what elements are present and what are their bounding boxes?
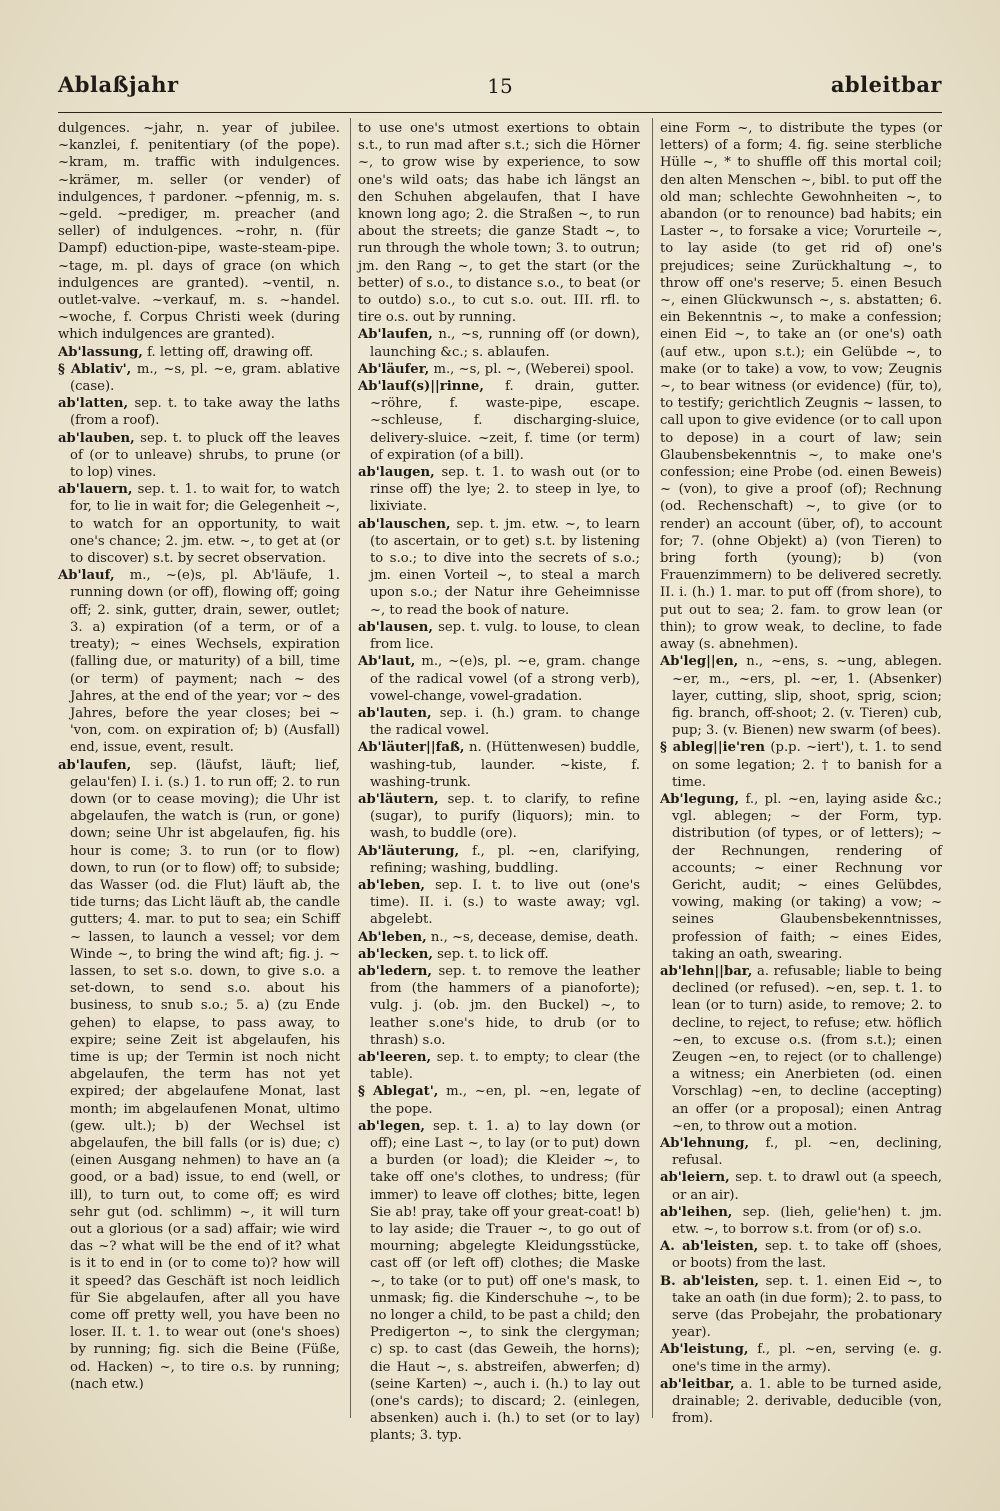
entry-definition: f., pl. ~en, declining, refusal.: [672, 1135, 942, 1169]
entry-definition: a. refusable; liable to being declined (or refused). ~en, sep. t. 1. to lean (or to turn) aside, to remove; 2. to decline, to reject, to refuse; etw. höflich ~en, to excuse o.s. (from s.t.); einen Zeugen ~en, to reject (or to challenge) a witness; ein Anerbieten (od. einen Vorschlag) ~en, to decline (accepting) an offer (or a proposal); einen Antrag ~en, to throw out a motion.: [672, 963, 942, 1134]
entry-headword: Ab'läuter||faß,: [358, 740, 465, 756]
entry-headword: Ab'lauf(s)||rinne,: [358, 379, 484, 395]
entry-definition: sep. I. t. to live out (one's time). II. i. (s.) to waste away; vgl. abgelebt.: [370, 877, 640, 928]
columns: [58, 120, 942, 1444]
entry-definition: n., ~s, running off (or down), launching &c.; s. ablaufen.: [370, 327, 640, 360]
entry-definition: eine Form ~, to distribute the types (or letters) of a form; 4. fig. seine sterbliche Hülle ~, * to shuffle off this mortal coil; den alten Menschen ~, bibl. to put off the old man; schlechte Gewohnheiten ~, to abandon (or to renounce) bad habits; ein Laster ~, to forsake a vice; Vorurteile ~, to lay aside (to get rid of) one's prejudices; seine Zurückhaltung ~, to throw off one's reserve; 5. einen Besuch ~, einen Glückwunsch ~, s. abstatten; 6. ein Bekenntnis ~, to make a confession; einen Eid ~, to take an (or one's) oath (auf etw., upon s.t.); ein Gelübde ~, to make (or to take) a vow, to vow; Zeugnis ~, to bear witness (or evidence) (für, to), to testify; gerichtlich Zeugnis ~ lassen, to call upon to give evidence (or to call upon to depose) in a court of law; sein Glaubensbekenntnis ~, to make one's confession; eine Probe (od. einen Beweis) ~ (von), to give a proof (of); Rechnung (od. Rechenschaft) ~, to give (or to render) an account (über, of), to account for; 7. (ohne Objekt) a) (von Tieren) to bring forth (young); b) (von Frauenzimmern) to be delivered secretly. II. i. (h.) 1. mar. to put off (from shore), to put out to sea; 2. fam. to grow lean (or thin); to grow weak, to decline, to fade away (s. abnehmen).: [660, 121, 942, 653]
entry-headword: Ab'lehnung,: [660, 1135, 750, 1151]
column-1: [58, 120, 340, 1420]
entry-definition: n. (Hüttenwesen) buddle, washing-tub, launder. ~kiste, f. washing-trunk.: [370, 740, 640, 790]
entry-headword: Ab'leistung,: [660, 1342, 749, 1358]
entry-headword: § Ablativ',: [58, 361, 132, 377]
entry-headword: ab'latten,: [58, 396, 129, 412]
entry-definition: a. 1. able to be turned aside, drainable; 2. derivable, deducible (von, from).: [672, 1376, 942, 1427]
entry-definition: sep. t. to remove the leather from (the hammers of a pianoforte); vulg. j. (ob. jm. den Buckel) ~, to leather s.one's hide, to drub (or to thrash) s.o.: [370, 963, 640, 1048]
entry-definition: sep. t. to lick off.: [432, 946, 549, 962]
entry-definition: sep. t. 1. a) to lay down (or off); eine Last ~, to lay (or to put) down a burden (or load); die Kleider ~, to take off one's clothes, to undress; (für immer) to leave off clothes; bitte, legen Sie ab! pray, take off your great-coat! b) to lay aside; die Trauer ~, to go out of mourning; abgelegte Kleidungsstücke, cast off (or left off) clothes; die Maske ~, to take (or to put) off one's mask, to unmask; fig. die Kinderschuhe ~, to be no longer a child, to be past a child; den Predigerton ~, to sink the clergyman; c) sp. to cast (das Geweih, the horns); die Haut ~, s. abstreifen, abwerfen; d) (seine Karten) ~, auch i. (h.) to lay out (one's cards); to discard; 2. (einlegen, absenken) auch i. (h.) to set (or to lay) plants; 3. typ.: [370, 1118, 640, 1444]
entry-headword: ab'lauben,: [58, 430, 135, 446]
entry-definition: f., pl. ~en, clarifying, refining; washing, buddling.: [370, 843, 640, 876]
entry-definition: f., pl. ~en, laying aside &c.; vgl. ablegen; ~ der Form, typ. distribution (of types, or of letters); ~ der Rechnungen, rendering of accounts; ~ einer Rechnung vor Gericht, audit; ~ eines Gelübdes, vowing, making (or taking) a vow; ~ seines Glaubensbekenntnisses, profession of faith; ~ eines Eides, taking an oath, swearing.: [672, 791, 942, 962]
dictionary-entry: [358, 877, 640, 929]
dictionary-entry: [660, 120, 942, 653]
entry-headword: Ab'legung,: [660, 791, 740, 807]
dictionary-entry: [358, 705, 640, 739]
dictionary-entry: [660, 1341, 942, 1375]
dictionary-entry: [358, 963, 640, 1049]
entry-headword: ab'ledern,: [358, 963, 432, 979]
column-3: [660, 120, 942, 1427]
entry-definition: sep. t. to drawl out (a speech, or an air).: [672, 1170, 942, 1203]
dictionary-entry: [358, 378, 640, 464]
entry-definition: sep. t. jm. etw. ~, to learn (to ascertain, or to get) s.t. by listening to s.o.; to dive into the secrets of s.o.; jm. einen Vorteil ~, to steal a march upon s.o.; der Natur ihre Geheimnisse ~, to read the book of nature.: [370, 516, 640, 618]
entry-headword: Ab'läuterung,: [358, 843, 460, 859]
entry-definition: m., ~s, pl. ~e, gram. ablative (case).: [70, 361, 340, 395]
dictionary-entry: [660, 653, 942, 739]
entry-definition: sep. t. vulg. to louse, to clean from lice.: [370, 619, 640, 653]
dictionary-entry: [660, 739, 942, 791]
dictionary-entry: [58, 344, 340, 361]
entry-definition: sep. t. 1. einen Eid ~, to take an oath (in due form); 2. to pass, to serve (das Probejahr, the probationary year).: [672, 1273, 942, 1341]
dictionary-entry: [358, 516, 640, 619]
entry-headword: ab'lauern,: [58, 482, 133, 498]
entry-headword: ab'lecken,: [358, 946, 433, 962]
entry-headword: ab'lehn||bar,: [660, 963, 753, 979]
entry-headword: ab'laufen,: [58, 757, 132, 773]
header-first-word: Ablaßjahr: [58, 72, 179, 97]
dictionary-entry: [358, 791, 640, 843]
entry-definition: sep. t. to take away the laths (from a roof).: [70, 396, 340, 429]
entry-definition: dulgences. ~jahr, n. year of jubilee. ~kanzlei, f. penitentiary (of the pope). ~kram, m. traffic with indulgences. ~krämer, m. seller (or vender) of indulgences, † pardoner. ~pfennig, m. s. ~geld. ~prediger, m. preacher (and seller) of indulgences. ~rohr, n. (für Dampf) eduction-pipe, waste-steam-pipe. ~tage, m. pl. days of grace (on which indulgences are granted). ~ventil, n. outlet-valve. ~verkauf, m. s. ~handel. ~woche, f. Corpus Christi week (during which indulgences are granted).: [58, 121, 340, 343]
dictionary-entry: [58, 567, 340, 756]
entry-headword: § Ablegat',: [358, 1084, 439, 1100]
entry-headword: B. ab'leisten,: [660, 1273, 760, 1289]
dictionary-entry: [358, 946, 640, 963]
entry-definition: n., ~ens, s. ~ung, ablegen. ~er, m., ~ers, pl. ~er, 1. (Absenker) layer, cutting, slip, shoot, sprig, scion; fig. branch, off-shoot; 2. (v. Tieren) cub, pup; 3. (v. Bienen) new swarm (of bees).: [672, 654, 942, 739]
entry-definition: to use one's utmost exertions to obtain s.t., to run mad after s.t.; sich die Hörner ~, to grow wise by experience, to sow one's wild oats; das habe ich längst an den Schuhen abgelaufen, that I have known long ago; 2. die Straßen ~, to run about the streets; die ganze Stadt ~, to run through the whole town; 3. to outrun; jm. den Rang ~, to get the start (or the better) of s.o., to distance s.o., to beat (or to outdo) s.o., to cut s.o. out. III. rfl. to tire o.s. out by running.: [358, 121, 640, 326]
dictionary-entry: [660, 963, 942, 1135]
entry-headword: ab'lauten,: [358, 705, 432, 721]
page-number: 15: [487, 74, 513, 98]
dictionary-entry: [358, 464, 640, 516]
dictionary-entry: [358, 619, 640, 653]
entry-definition: sep. t. to empty; to clear (the table).: [370, 1049, 640, 1083]
dictionary-entry: [660, 791, 942, 963]
dictionary-entry: [58, 395, 340, 429]
entry-headword: Ab'leg||en,: [660, 654, 739, 670]
entry-headword: Ab'leben,: [358, 929, 427, 945]
dictionary-entry: [58, 757, 340, 1394]
entry-headword: ab'läutern,: [358, 791, 439, 807]
entry-definition: sep. (lieh, gelie'hen) t. jm. etw. ~, to borrow s.t. from (or of) s.o.: [672, 1204, 942, 1237]
entry-definition: sep. t. 1. to wash out (or to rinse off) the lye; 2. to steep in lye, to lixiviate.: [370, 465, 640, 515]
entry-definition: sep. i. (h.) gram. to change the radical vowel.: [370, 705, 640, 739]
entry-headword: ab'laugen,: [358, 465, 435, 481]
entry-headword: Ab'lauf,: [58, 568, 115, 584]
entry-headword: Ab'läufer,: [358, 361, 430, 377]
entry-headword: ab'leiern,: [660, 1170, 730, 1186]
dictionary-entry: [358, 326, 640, 360]
entry-headword: Ab'laut,: [358, 654, 416, 670]
dictionary-entry: [358, 929, 640, 946]
entry-definition: sep. t. 1. to wait for, to watch for, to lie in wait for; die Gelegenheit ~, to watch for an opportunity, to wait one's chance; 2. jm. etw. ~, to get at (or to discover) s.t. by secret observation.: [70, 482, 340, 567]
entry-definition: sep. t. to pluck off the leaves of (or to unleave) shrubs, to prune (or to lop) vines.: [70, 430, 340, 481]
entry-headword: § ableg||ie'ren: [660, 740, 765, 756]
page-header: [58, 72, 942, 106]
dictionary-entry: [660, 1238, 942, 1272]
entry-definition: sep. (läufst, läuft; lief, gelau'fen) I. i. (s.) 1. to run off; 2. to run down (or to cease moving); die Uhr ist abgelaufen, the watch is (run, or gone) down; seine Uhr ist abgelaufen, fig. his hour is come; 3. to run (or to flow) down, to run (or to flow) off; to subside; das Wasser (od. die Flut) läuft ab, the tide turns; das Licht läuft ab, the candle gutters; 4. mar. to put to sea; ein Schiff ~ lassen, to launch a vessel; vor dem Winde ~, to bring the wind aft; fig. j. ~ lassen, to set s.o. down, to give s.o. a set-down, to send s.o. about his business, to snub s.o.; 5. a) (zu Ende gehen) to elapse, to pass away, to expire; seine Zeit ist abgelaufen, his time is up; der Termin ist noch nicht abgelaufen, the term has not yet expired; der abgelaufene Monat, last month; im abgelaufenen Monat, ultimo (gew. ult.); b) der Wechsel ist abgelaufen, the bill falls (or is) due; c) (einen Ausgang nehmen) to have an (a good, or a bad) issue, to end (well, or ill), to turn out, to come off; es wird sehr gut (od. schlimm) ~, it will turn out a glorious (or a sad) affair; wie wird das ~? what will be the end of it? what is it to end in (or to come to)? how will it speed? das Geschäft ist noch leidlich für Sie abgelaufen, after all you have come off pretty well, you have been no loser. II. t. 1. to wear out (one's shoes) by running; fig. sich die Beine (Füße, od. Hacken) ~, to tire o.s. by running; (nach etw.): [70, 757, 340, 1392]
entry-headword: ab'leben,: [358, 877, 425, 893]
entry-headword: ab'lausen,: [358, 619, 433, 635]
dictionary-entry: [358, 361, 640, 378]
entry-headword: ab'leihen,: [660, 1204, 733, 1220]
entry-headword: ab'legen,: [358, 1118, 425, 1134]
entry-headword: ab'lauschen,: [358, 516, 451, 532]
entry-headword: Ab'lassung,: [58, 344, 143, 360]
dictionary-entry: [358, 843, 640, 877]
dictionary-entry: [358, 1083, 640, 1117]
entry-headword: ab'leitbar,: [660, 1376, 735, 1392]
dictionary-entry: [58, 120, 340, 344]
dictionary-entry: [660, 1135, 942, 1169]
entry-definition: m., ~s, pl. ~, (Weberei) spool.: [429, 361, 635, 377]
dictionary-entry: [358, 1049, 640, 1083]
dictionary-entry: [358, 653, 640, 705]
entry-definition: m., ~(e)s, pl. ~e, gram. change of the radical vowel (of a strong verb), vowel-change, vowel-gradation.: [370, 654, 640, 704]
dictionary-entry: [58, 361, 340, 395]
column-2: [358, 120, 640, 1444]
dictionary-entry: [660, 1376, 942, 1428]
dictionary-entry: [58, 430, 340, 482]
entry-definition: (p.p. ~iert'), t. 1. to send on some legation; 2. † to banish for a time.: [672, 740, 942, 790]
entry-definition: m., ~(e)s, pl. Ab'läufe, 1. running down (or off), flowing off; going off; 2. sink, gutter, drain, sewer, outlet; 3. a) expiration (of a term, or of a treaty); ~ eines Wechsels, expiration (falling due, or maturity) of a bill, time (or term) of payment; nach ~ des Jahres, at the end of the year; vor ~ des Jahres, before the year closes; bei ~ 'von, com. on expiration of; b) (Ausfall) end, issue, event, result.: [70, 568, 340, 756]
entry-definition: f., pl. ~en, serving (e. g. one's time in the army).: [672, 1342, 942, 1375]
entry-headword: Ab'laufen,: [358, 327, 433, 343]
dictionary-entry: [660, 1169, 942, 1203]
header-rule: [58, 112, 942, 113]
dictionary-entry: [358, 1118, 640, 1445]
entry-definition: f. drain, gutter. ~röhre, f. waste-pipe, escape. ~schleuse, f. discharging-sluice, delivery-sluice. ~zeit, f. time (or term) of expiration (of a bill).: [370, 379, 640, 463]
entry-headword: A. ab'leisten,: [660, 1239, 759, 1255]
entry-definition: sep. t. to clarify, to refine (sugar), to purify (liquors); min. to wash, to buddle (ore).: [370, 791, 640, 842]
header-last-word: ableitbar: [830, 72, 942, 97]
dictionary-entry: [358, 120, 640, 326]
entry-definition: f. letting off, drawing off.: [142, 344, 314, 360]
entry-headword: ab'leeren,: [358, 1049, 432, 1065]
dictionary-entry: [660, 1273, 942, 1342]
dictionary-entry: [58, 481, 340, 567]
dictionary-entry: [358, 739, 640, 791]
entry-definition: m., ~en, pl. ~en, legate of the pope.: [370, 1084, 640, 1117]
entry-definition: n., ~s, decease, demise, death.: [426, 929, 639, 945]
dictionary-entry: [660, 1204, 942, 1238]
entry-definition: sep. t. to take off (shoes, or boots) from the last.: [672, 1239, 942, 1272]
